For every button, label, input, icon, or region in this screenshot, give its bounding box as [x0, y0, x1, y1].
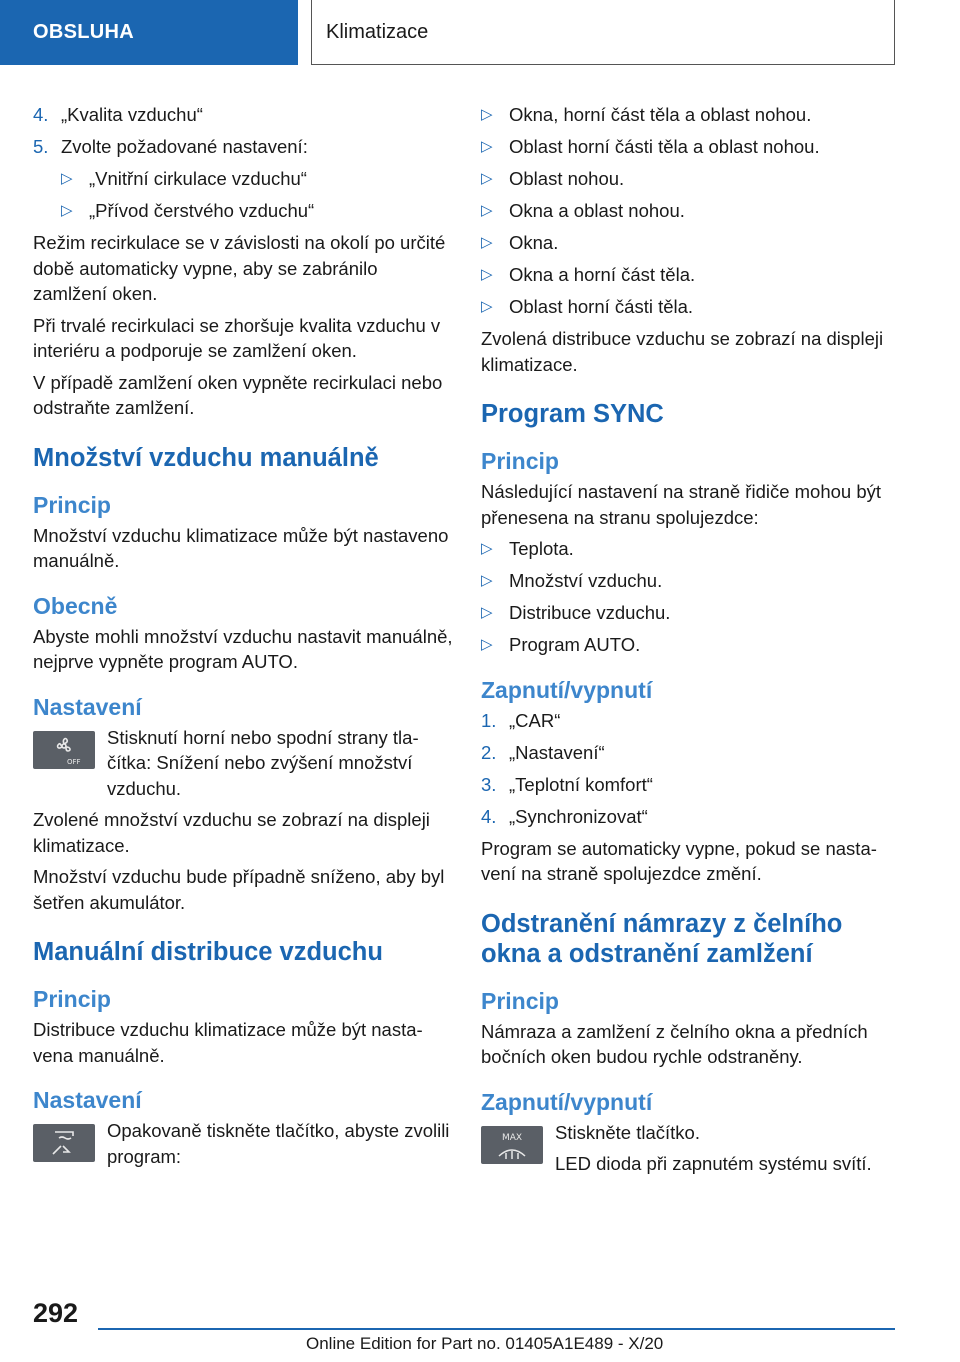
step-text: „Kvalita vzduchu“	[61, 104, 203, 125]
edition-text: Online Edition for Part no. 01405A1E489 - X/20	[306, 1334, 664, 1353]
paragraph: V případě zamlžení oken vypněte recirkulaci nebo odstraňte zamlžení.	[33, 371, 443, 418]
distrib-option	[481, 262, 901, 288]
air-distribution-button-icon	[33, 1124, 95, 1162]
step-number: 2.	[481, 741, 497, 763]
option-text: Okna.	[509, 232, 559, 253]
onoff-step	[481, 740, 901, 766]
fan-button-row	[33, 725, 453, 802]
distrib-option	[481, 198, 901, 224]
triangle-bullet-icon: ▷	[481, 106, 493, 123]
distrib-option	[481, 134, 901, 160]
footer-divider	[98, 1328, 895, 1330]
step-text: Zvolte požadované nastavení:	[61, 136, 308, 157]
paragraph: Stisknutí horní nebo spodní strany tlačítka: Snížení nebo zvýšení množství vzduchu.	[107, 726, 419, 799]
triangle-bullet-icon: ▷	[481, 266, 493, 283]
max-label: MAX	[502, 1132, 523, 1143]
paragraph: Při trvalé recirkulaci se zhoršuje kvalita vzduchu v interiéru a podporuje se zamlžení oken.	[33, 314, 441, 361]
paragraph: Množství vzduchu klimatizace může být nastaveno manuálně.	[33, 524, 449, 571]
paragraph: Stiskněte tlačítko.	[555, 1121, 700, 1143]
subheading-princip: Princip	[481, 448, 559, 474]
fan-off-label: OFF	[67, 757, 81, 766]
option-text: „Přívod čerstvého vzduchu“	[89, 200, 315, 221]
paragraph: Zvolené množství vzduchu se zobrazí na displeji klimatizace.	[33, 809, 430, 856]
paragraph: Množství vzduchu bude případně sníženo, aby byl šetřen akumulátor.	[33, 866, 445, 913]
subheading-nastaveni: Nastavení	[33, 693, 142, 720]
paragraph: Abyste mohli množství vzduchu nastavit manuálně, nejprve vypněte program AUTO.	[33, 625, 453, 672]
distribution-button-row	[33, 1118, 453, 1170]
press-instruction	[481, 1120, 901, 1177]
subheading-princip: Princip	[33, 491, 111, 518]
fan-speed-button-icon	[33, 731, 95, 769]
subheading-onoff: Zapnutí/vypnutí	[481, 676, 653, 703]
triangle-bullet-icon: ▷	[481, 572, 493, 589]
option-text: „Vnitřní cirkulace vzduchu“	[89, 168, 307, 189]
step-number: 5.	[33, 136, 49, 157]
paragraph: Opakovaně tiskněte tlačítko, abyste zvolili program:	[107, 1120, 450, 1167]
heading-air-distribution: Manuální distribuce vzduchu	[33, 938, 383, 966]
distrib-option	[481, 230, 901, 256]
paragraph: Námraza a zamlžení z čelního okna a předních bočních oken budou rychle odstraněny.	[481, 1020, 868, 1067]
subheading-onoff: Zapnutí/vypnutí	[481, 1088, 653, 1115]
step-number: 4.	[481, 805, 497, 827]
sync-item	[481, 536, 901, 562]
onoff-step	[481, 804, 901, 830]
sync-item	[481, 568, 901, 594]
item-text: Množství vzduchu.	[509, 570, 663, 591]
heading-sync: Program SYNC	[481, 400, 664, 428]
paragraph: Zvolená distribuce vzduchu se zobrazí na displeji klimatizace.	[481, 328, 884, 375]
triangle-bullet-icon: ▷	[61, 202, 73, 219]
onoff-step	[481, 772, 901, 798]
right-column	[481, 102, 901, 1183]
section-tab	[0, 0, 298, 65]
max-defrost-row	[481, 1120, 901, 1177]
distrib-option	[481, 102, 901, 128]
onoff-step	[481, 708, 901, 734]
step-text: „Synchronizovat“	[509, 805, 648, 827]
triangle-bullet-icon: ▷	[61, 170, 73, 187]
triangle-bullet-icon: ▷	[481, 202, 493, 219]
option-text: Oblast horní části těla a oblast nohou.	[509, 136, 820, 157]
step-number: 3.	[481, 773, 497, 795]
step-text: „Teplotní komfort“	[509, 773, 653, 795]
distrib-option	[481, 166, 901, 192]
subheading-princip: Princip	[33, 986, 111, 1012]
heading-defrost: Odstranění námrazy z čelního okna a odstranění zamlžení	[481, 909, 843, 968]
page-number: 292	[33, 1298, 79, 1328]
step-text: „CAR“	[509, 709, 561, 731]
triangle-bullet-icon: ▷	[481, 234, 493, 251]
triangle-bullet-icon: ▷	[481, 540, 493, 557]
option-text: Oblast horní části těla.	[509, 296, 694, 317]
step-number: 4.	[33, 104, 49, 125]
triangle-bullet-icon: ▷	[481, 170, 493, 187]
section-title: OBSLUHA	[33, 21, 134, 43]
triangle-bullet-icon: ▷	[481, 604, 493, 621]
left-column	[33, 102, 453, 1176]
item-text: Distribuce vzduchu.	[509, 602, 671, 623]
option-text: Oblast nohou.	[509, 168, 625, 189]
max-defrost-button-icon	[481, 1126, 543, 1164]
distrib-option	[481, 294, 901, 320]
sub-option-recirculation	[33, 166, 453, 192]
subheading-princip: Princip	[481, 987, 559, 1014]
option-text: Okna, horní část těla a oblast nohou.	[509, 104, 812, 125]
subheading-nastaveni: Nastavení	[33, 1087, 142, 1113]
item-text: Program AUTO.	[509, 634, 641, 655]
triangle-bullet-icon: ▷	[481, 138, 493, 155]
paragraph: LED dioda při zapnutém systému svítí.	[555, 1153, 872, 1174]
sub-option-fresh-air	[33, 198, 453, 224]
paragraph: Následující nastavení na straně řidiče mohou být přenesena na stranu spolujezdce:	[481, 481, 882, 528]
step-4	[33, 102, 453, 128]
triangle-bullet-icon: ▷	[481, 298, 493, 315]
item-text: Teplota.	[509, 538, 574, 559]
subheading-obecne: Obecně	[33, 592, 118, 619]
option-text: Okna a horní část těla.	[509, 264, 696, 285]
paragraph: Program se automaticky vypne, pokud se nastavení na straně spolujezdce změní.	[481, 837, 877, 884]
chapter-title: Klimatizace	[326, 20, 429, 43]
option-text: Okna a oblast nohou.	[509, 200, 685, 221]
paragraph: Distribuce vzduchu klimatizace může být nastavena manuálně.	[33, 1019, 423, 1066]
heading-air-amount: Množství vzduchu manuálně	[33, 443, 379, 472]
sync-item	[481, 600, 901, 626]
paragraph: Režim recirkulace se v závislosti na okolí po určité době automaticky vypne, aby se zabránilo zamlžení oken.	[33, 232, 446, 304]
step-5	[33, 134, 453, 160]
sync-item	[481, 632, 901, 658]
chapter-header	[311, 0, 895, 65]
triangle-bullet-icon: ▷	[481, 636, 493, 653]
step-text: „Nastavení“	[509, 741, 605, 763]
step-number: 1.	[481, 709, 497, 731]
